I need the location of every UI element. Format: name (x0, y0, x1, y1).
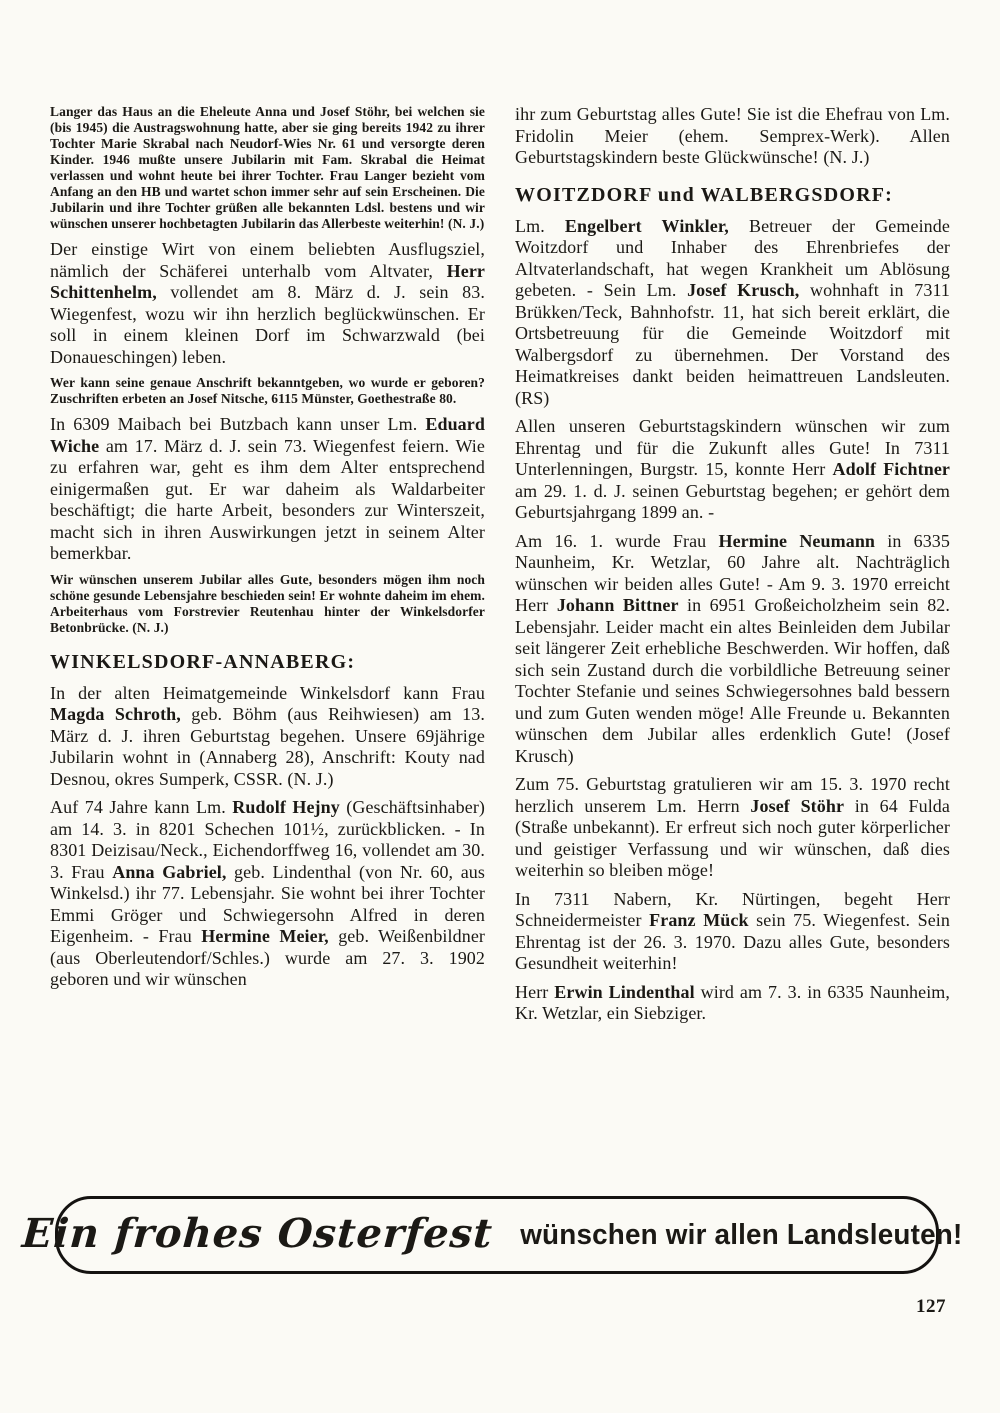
paragraph (515, 982, 950, 1025)
text-run: sein 75. Wiegenfest. Sein Ehrentag ist der 26. 3. 1970. Dazu alles Gute, besonders Gesundheit weiterhin! (515, 910, 950, 973)
text-run: Allen unseren Geburtstagskindern wünschen wir zum Ehrentag und für die Zukunft alles Gute! In 7311 Unterlenningen, Burgstr. 15, konnte Herr (515, 416, 950, 479)
paragraph (50, 572, 485, 636)
bold-text-run: WINKELSDORF-ANNABERG: (50, 650, 356, 673)
text-run: In 6309 Maibach bei Butzbach kann unser Lm. (50, 414, 426, 434)
section-heading (50, 650, 485, 674)
text-run: Der einstige Wirt von einem beliebten Ausflugsziel, nämlich der Schäferei unterhalb vom Altvater, (50, 239, 485, 281)
bold-text-run: Josef Krusch, (687, 280, 800, 300)
paragraph (50, 104, 485, 232)
paragraph (515, 889, 950, 975)
paragraph (515, 774, 950, 882)
text-run: in 6335 Naunheim, Kr. Wetzlar, 60 Jahre alt. Nachträglich wünschen wir beiden alles Gute! - Am 9. 3. 1970 erreicht Herr (515, 530, 950, 615)
bold-text-run: Hermine Neumann (718, 530, 876, 551)
text-run: Auf 74 Jahre kann Lm. (50, 797, 233, 817)
text-run: Betreuer der Gemeinde Woitzdorf und Inhaber des Ehrenbriefes der Altvaterlandschaft, hat wegen Krankheit um Ablösung gebeten. - Sein Lm. (515, 215, 950, 300)
text-run: Wer kann seine genaue Anschrift bekanntgeben, wo wurde er geboren? Zuschriften erbeten an Josef Nitsche, 6115 Münster, Goethestraße 80. (50, 375, 485, 406)
text-run: geb. Weißenbildner (aus Oberleutendorf/Schles.) wurde am 27. 3. 1902 geboren und wir wünschen (50, 926, 485, 989)
paragraph (50, 797, 485, 991)
text-run: (Geschäftsinhaber) am 14. 3. in 8201 Schechen 101½, zurückblicken. - In 8301 Deizisau/Neck., Eichendorffweg 16, vollendet am 30. 3. Frau (50, 797, 485, 882)
bold-text-run: Franz Mück (649, 910, 749, 930)
paragraph (50, 239, 485, 368)
page-number: 127 (916, 1296, 946, 1317)
bold-text-run: Hermine Meier, (201, 926, 329, 946)
paragraph (515, 416, 950, 524)
text-run: in 64 Fulda (Straße unbekannt). Er erfreut sich noch guter körperlicher und geistiger Verfassung und wir wünschen, daß dies weiterhin so bleiben möge! (515, 795, 950, 880)
text-run: Zum 75. Geburtstag gratulieren wir am 15. 3. 1970 recht herzlich unserem Lm. Herrn (515, 774, 950, 816)
text-run: In 7311 Nabern, Kr. Nürtingen, begeht Herr Schneidermeister (515, 888, 950, 930)
bold-text-run: Anna Gabriel, (112, 861, 227, 882)
text-run: geb. Böhm (aus Reihwiesen) am 13. März d. J. ihren Geburtstag begehen. Unsere 69jährige Jubilarin wohnt in (Annaberg 28), Anschrift: Kouty nad Desnou, okres Sumperk, CSSR. (N. J.) (50, 704, 485, 789)
text-run: vollendet am 8. März d. J. sein 83. Wiegenfest, wozu wir ihn herzlich beglückwünschen. Er soll in einem kleinen Dorf im Schwarzwald (bei Donaueschingen) leben. (50, 282, 485, 367)
bold-text-run: Herr Schittenhelm, (50, 260, 485, 302)
paragraph (515, 216, 950, 410)
text-run: in 6951 Großeicholzheim sein 82. Lebensjahr. Leider macht ein altes Beinleiden dem Jubilar seit längerer Zeit erhebliche Beschwerden. Wir hoffen, daß sich sein Zustand durch die vorbildliche Betreuung seiner Tochter Stefanie und seines Schwiegersohnes bald bessern und zum Guten wenden möge! Alle Freunde u. Bekannten wünschen dem Jubilar alles erdenklich Gute! (Josef Krusch) (515, 595, 950, 766)
bold-text-run: Erwin Lindenthal (554, 981, 695, 1002)
bold-text-run: Adolf Fichtner (832, 459, 950, 479)
paragraph (50, 414, 485, 565)
right-column (515, 104, 950, 1032)
bold-text-run: Magda Schroth, (50, 704, 181, 724)
bold-text-run: Engelbert Winkler, (564, 215, 729, 236)
text-run: Herr (515, 981, 555, 1002)
text-run: geb. Lindenthal (von Nr. 60, aus Winkelsd.) ihr 77. Lebensjahr. Sie wohnt bei ihrer Tochter Emmi Gröger und Schwiegersohn Alfred in deren Eigenheim. - Frau (50, 861, 485, 946)
text-run: am 17. März d. J. sein 73. Wiegenfest feiern. Wie zu erfahren war, geht es ihm dem Alter entsprechend einigermaßen gut. Er war daheim als Waldarbeiter beschäftigt; die harte Arbeit, besonders zur Winterszeit, macht sich in ihren Auswirkungen jetzt in seinem Alter bemerkbar. (50, 435, 485, 563)
text-run: am 29. 1. d. J. seinen Geburtstag begehen; er gehört dem Geburtsjahrgang 1899 an. - (515, 480, 950, 522)
bold-text-run: WOITZDORF und WALBERGSDORF: (515, 183, 894, 206)
text-run: wird am 7. 3. in 6335 Naunheim, Kr. Wetzlar, ein Siebziger. (515, 981, 950, 1023)
banner-bold-text: wünschen wir allen Landsleuten! (520, 1218, 963, 1251)
paragraph (50, 375, 485, 407)
paragraph (50, 683, 485, 791)
text-run: Wir wünschen unserem Jubilar alles Gute, besonders mögen ihm noch schöne gesunde Lebensjahre beschieden sein! Er wohnte daheim im ehem. Arbeiterhaus vom Forstrevier Reutenhau hinter der Winkelsdorfer Betonbrücke. (N. J.) (50, 571, 485, 635)
text-run: Lm. (515, 215, 565, 236)
bold-text-run: Johann Bittner (556, 595, 679, 615)
text-run: Am 16. 1. wurde Frau (515, 530, 719, 551)
easter-greeting-banner (20, 1196, 963, 1274)
section-heading (515, 183, 950, 207)
bold-text-run: Eduard Wiche (50, 414, 485, 456)
left-column (50, 104, 485, 1032)
bold-text-run: Rudolf Hejny (232, 797, 340, 817)
text-run: In der alten Heimatgemeinde Winkelsdorf kann Frau (50, 682, 485, 703)
paragraph (515, 531, 950, 768)
bold-text-run: Josef Stöhr (750, 795, 845, 816)
text-run: Langer das Haus an die Eheleute Anna und Josef Stöhr, bei welchen sie (bis 1945) die Austragswohnung hatte, aber sie ging bereits 1942 zu ihrer Tochter Marie Skrabal nach Neudorf-Wies Nr. 61 und versorgte deren Kinder. 1946 mußte unsere Jubilarin mit Fam. Skrabal die Heimat verlassen und wohnt heute bei ihrer Tochter. Frau Langer bezieht vom Anfang an den HB und wartet schon immer sehr auf sein Erscheinen. Die Jubilarin und ihre Tochter grüßen alle bekannten Ldsl. bestens und wir wünschen unserer hochbetagten Jubilarin das Allerbeste weiterhin! (N. J.) (50, 104, 485, 231)
paragraph (515, 104, 950, 169)
banner-script-text: Ein frohes Osterfest (20, 1209, 495, 1257)
text-run: ihr zum Geburtstag alles Gute! Sie ist die Ehefrau von Lm. Fridolin Meier (ehem. Semprex-Werk). Allen Geburtstagskindern beste Glückwünsche! (N. J.) (515, 104, 950, 167)
text-run: wohnhaft in 7311 Brükken/Teck, Bahnhofstr. 11, hat sich bereit erklärt, die Ortsbetreuung für die Gemeinde Woitzdorf mit Walbergsdorf zu übernehmen. Der Vorstand des Heimatkreises dankt beiden heimattreuen Landsleuten. (RS) (515, 280, 950, 408)
text-columns (50, 104, 950, 1032)
